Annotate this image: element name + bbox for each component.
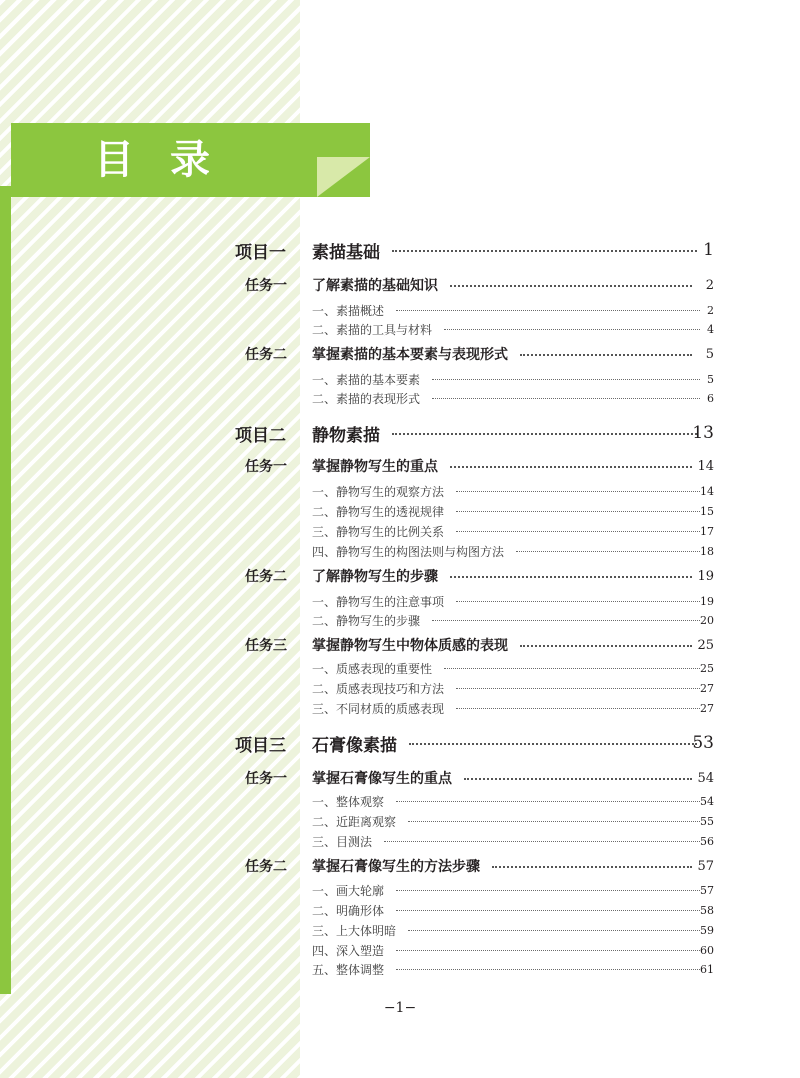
toc-entry-title: 二、静物写生的步骤 [312, 613, 421, 628]
dot-leader [450, 466, 692, 468]
toc-item-row[interactable] [0, 881, 800, 899]
toc-entry-label: 任务一 [245, 459, 287, 475]
toc-entry-title: 一、整体观察 [312, 794, 385, 809]
dot-leader [456, 601, 700, 602]
dot-leader [456, 531, 700, 532]
toc-page-number: 25 [700, 661, 714, 675]
toc-page-number: 2 [705, 277, 714, 293]
toc-page-number: 61 [700, 962, 714, 976]
dot-leader [432, 398, 700, 399]
toc-entry-title: 素描基础 [312, 242, 380, 263]
toc-entry-title: 一、质感表现的重要性 [312, 661, 433, 676]
toc-page-number: 59 [700, 923, 714, 937]
toc-entry-label: 任务二 [245, 347, 287, 363]
toc-entry-title: 三、静物写生的比例关系 [312, 524, 445, 539]
toc-page-number: 19 [697, 568, 714, 584]
dot-leader [396, 950, 700, 951]
toc-item-row[interactable] [0, 659, 800, 677]
toc-entry-title: 三、目测法 [312, 834, 373, 849]
dot-leader [456, 688, 700, 689]
dot-leader [492, 866, 692, 868]
toc-entry-title: 静物素描 [312, 425, 380, 446]
toc-task-row[interactable] [0, 567, 800, 585]
toc-task-row[interactable] [0, 345, 800, 363]
toc-entry-title: 掌握石膏像写生的方法步骤 [312, 859, 480, 875]
toc-page-number: 14 [697, 458, 714, 474]
toc-entry-title: 二、明确形体 [312, 903, 385, 918]
toc-item-row[interactable] [0, 542, 800, 560]
dot-leader [408, 821, 700, 822]
toc-entry-label: 任务一 [245, 771, 287, 787]
toc-page-number: 18 [700, 544, 714, 558]
toc-page-number: 13 [692, 423, 714, 443]
dot-leader [432, 379, 700, 380]
toc-item-row[interactable] [0, 699, 800, 717]
toc-entry-label: 任务一 [245, 278, 287, 294]
toc-page-number: 27 [700, 701, 714, 715]
toc-item-row[interactable] [0, 901, 800, 919]
toc-entry-title: 掌握石膏像写生的重点 [312, 771, 452, 787]
toc-task-row[interactable] [0, 276, 800, 294]
toc-item-row[interactable] [0, 960, 800, 978]
toc-entry-title: 一、素描的基本要素 [312, 372, 421, 387]
toc-entry-title: 掌握静物写生的重点 [312, 459, 438, 475]
toc-page-number: 56 [700, 834, 714, 848]
toc-task-row[interactable] [0, 457, 800, 475]
toc-entry-title: 一、画大轮廓 [312, 883, 385, 898]
dot-leader [396, 910, 700, 911]
toc-page-number: 54 [697, 770, 714, 786]
toc-task-row[interactable] [0, 769, 800, 787]
toc-page-number: 55 [700, 814, 714, 828]
toc-entry-title: 掌握素描的基本要素与表现形式 [312, 347, 508, 363]
toc-page-number: 14 [700, 484, 714, 498]
toc-item-row[interactable] [0, 301, 800, 319]
dot-leader [456, 491, 700, 492]
toc-page-number: 2 [707, 303, 714, 317]
toc-entry-label: 项目二 [235, 425, 286, 446]
dot-leader [450, 285, 692, 287]
toc-item-row[interactable] [0, 792, 800, 810]
toc-entry-title: 三、上大体明暗 [312, 923, 397, 938]
toc-entry-title: 一、静物写生的注意事项 [312, 594, 445, 609]
toc-page-number: 53 [692, 733, 714, 753]
toc-project-row[interactable] [0, 731, 800, 755]
dot-leader [396, 801, 700, 802]
toc-entry-title: 五、整体调整 [312, 962, 385, 977]
toc-item-row[interactable] [0, 941, 800, 959]
toc-item-row[interactable] [0, 921, 800, 939]
toc-entry-title: 了解静物写生的步骤 [312, 569, 438, 585]
toc-item-row[interactable] [0, 482, 800, 500]
toc-entry-title: 一、素描概述 [312, 303, 385, 318]
toc-page-number: 57 [700, 883, 714, 897]
toc-entry-label: 项目三 [235, 735, 286, 756]
toc-entry-title: 二、质感表现技巧和方法 [312, 681, 445, 696]
toc-page-number: 6 [707, 391, 714, 405]
toc-task-row[interactable] [0, 857, 800, 875]
toc-entry-title: 了解素描的基础知识 [312, 278, 438, 294]
toc-entry-label: 任务三 [245, 638, 287, 654]
toc-entry-label: 项目一 [235, 242, 286, 263]
toc-entry-title: 石膏像素描 [312, 735, 397, 756]
dot-leader [456, 708, 700, 709]
dot-leader [384, 841, 700, 842]
dot-leader [450, 576, 692, 578]
dot-leader [432, 620, 700, 621]
toc-page-number: 17 [700, 524, 714, 538]
toc-entry-label: 任务二 [245, 859, 287, 875]
toc-item-row[interactable] [0, 592, 800, 610]
page-title: 目录 [94, 137, 246, 183]
dot-leader [444, 668, 700, 669]
dot-leader [444, 329, 700, 330]
dot-leader [408, 930, 700, 931]
dot-leader [396, 310, 700, 311]
toc-item-row[interactable] [0, 389, 800, 407]
dot-leader [464, 778, 692, 780]
toc-entry-title: 四、静物写生的构图法则与构图方法 [312, 544, 505, 559]
toc-page-number: 20 [700, 613, 714, 627]
toc-project-row[interactable] [0, 238, 800, 262]
toc-page-number: 60 [700, 943, 714, 957]
toc-entry-title: 四、深入塑造 [312, 943, 385, 958]
dot-leader [409, 743, 697, 745]
toc-page-number: 1 [703, 240, 714, 260]
toc-item-row[interactable] [0, 679, 800, 697]
toc-page-number: 19 [700, 594, 714, 608]
footer-page-number: −1− [383, 1000, 417, 1016]
dot-leader [456, 511, 700, 512]
dot-leader [516, 551, 700, 552]
dot-leader [396, 890, 700, 891]
toc-task-row[interactable] [0, 636, 800, 654]
toc-page-number: 57 [697, 858, 714, 874]
dot-leader [392, 250, 697, 252]
toc-page-number: 5 [705, 346, 714, 362]
toc-page-number: 4 [707, 322, 714, 336]
toc-item-row[interactable] [0, 611, 800, 629]
toc-project-row[interactable] [0, 421, 800, 445]
toc-entry-title: 二、静物写生的透视规律 [312, 504, 445, 519]
toc-entry-title: 二、素描的表现形式 [312, 391, 421, 406]
toc-entry-title: 一、静物写生的观察方法 [312, 484, 445, 499]
toc-item-row[interactable] [0, 812, 800, 830]
toc-entry-title: 三、不同材质的质感表现 [312, 701, 445, 716]
toc-page-number: 58 [700, 903, 714, 917]
toc-page-number: 27 [700, 681, 714, 695]
dot-leader [520, 645, 692, 647]
toc-item-row[interactable] [0, 522, 800, 540]
dot-leader [520, 354, 692, 356]
toc-page-number: 5 [707, 372, 714, 386]
toc-entry-title: 掌握静物写生中物体质感的表现 [312, 638, 508, 654]
toc-item-row[interactable] [0, 370, 800, 388]
toc-page-number: 15 [700, 504, 714, 518]
dot-leader [392, 433, 697, 435]
toc-item-row[interactable] [0, 832, 800, 850]
dot-leader [396, 969, 700, 970]
toc-page-number: 54 [700, 794, 714, 808]
toc-page-number: 25 [697, 637, 714, 653]
toc-item-row[interactable] [0, 320, 800, 338]
toc-entry-title: 二、素描的工具与材料 [312, 322, 433, 337]
toc-item-row[interactable] [0, 502, 800, 520]
toc-entry-label: 任务二 [245, 569, 287, 585]
toc-entry-title: 二、近距离观察 [312, 814, 397, 829]
